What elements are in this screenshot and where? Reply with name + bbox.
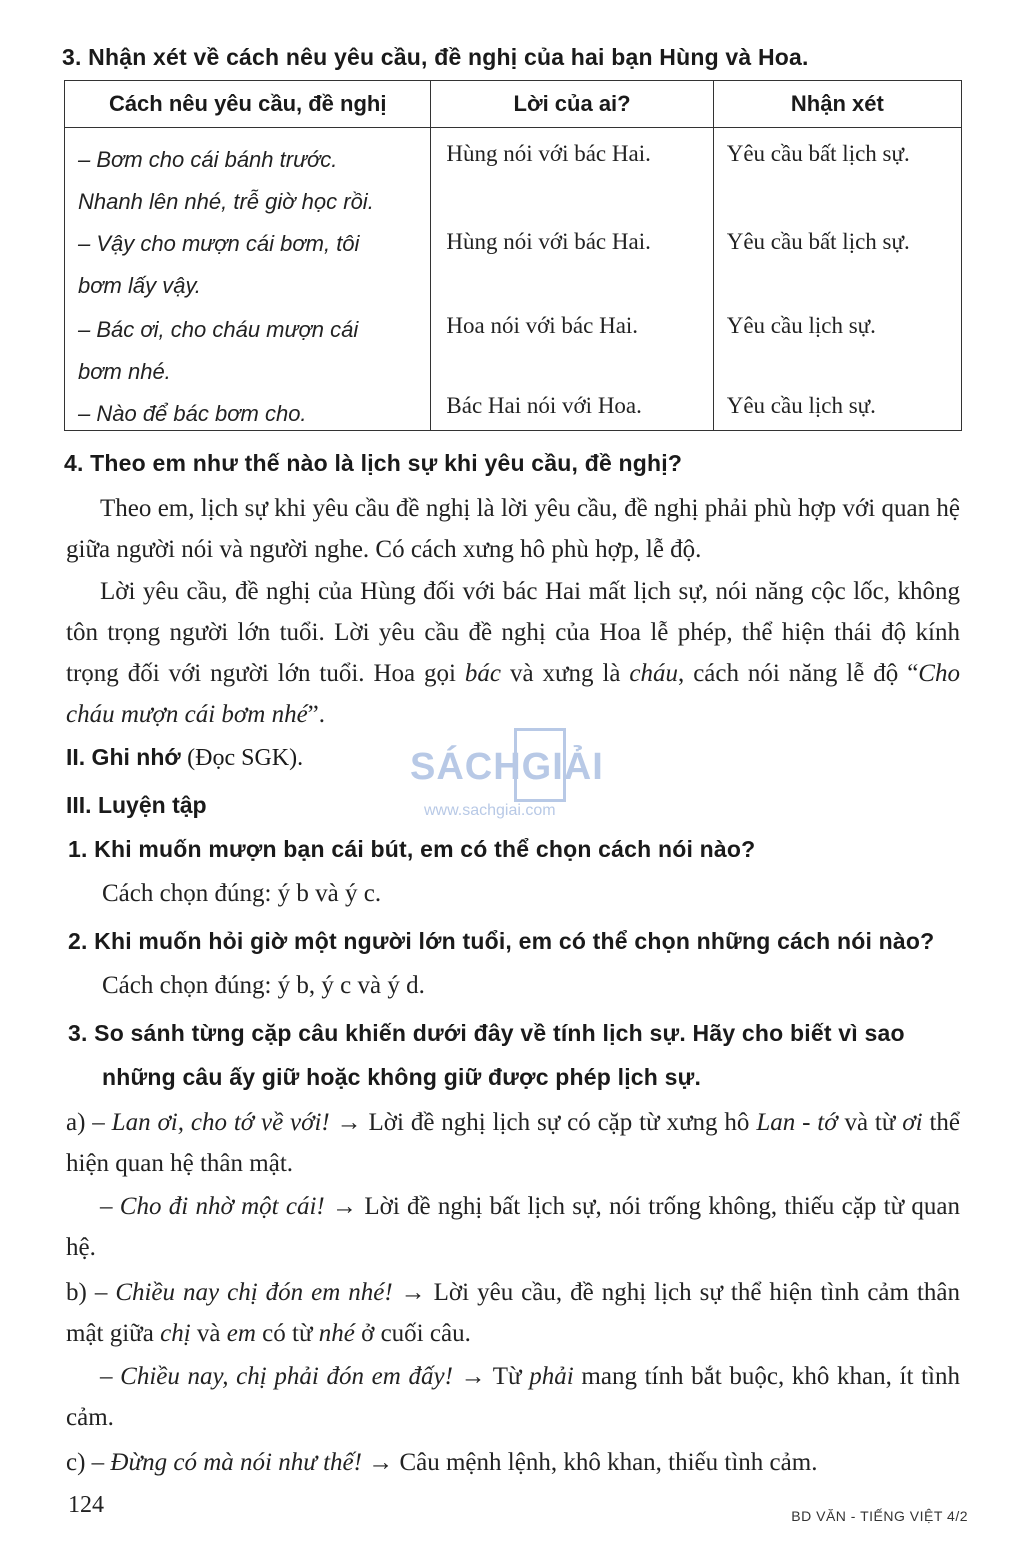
practice-1-answer: Cách chọn đúng: ý b và ý c. (102, 880, 382, 907)
remark-1: Yêu cầu bất lịch sự. (726, 141, 910, 166)
speaker-4: Bác Hai nói với Hoa. (446, 393, 642, 418)
comparison-table (64, 80, 962, 431)
speaker-2: Hùng nói với bác Hai. (446, 229, 651, 254)
table-header-cell: Lời của ai? (431, 81, 713, 128)
question-3-heading: 3. Nhận xét về cách nêu yêu cầu, đề nghị của hai bạn Hùng và Hoa. (62, 44, 809, 70)
remark-4: Yêu cầu lịch sự. (726, 393, 876, 418)
answer-a-1: a) – Lan ơi, cho tớ về với! → Lời đề nghị lịch sự có cặp từ xưng hô Lan - tớ và từ ơi thể hiện quan hệ thân mật. (66, 1109, 961, 1177)
question-4-heading: 4. Theo em như thế nào là lịch sự khi yêu cầu, đề nghị? (64, 450, 683, 476)
table-row (65, 128, 962, 431)
watermark-url: www.sachgiai.com (424, 802, 556, 819)
table-cell-speakers (431, 128, 713, 431)
statement-2: – Vậy cho mượn cái bơm, tôi bơm lấy vậy. (78, 231, 360, 298)
statement-1: – Bơm cho cái bánh trước. Nhanh lên nhé, trễ giờ học rồi. (78, 147, 374, 214)
answer-a-2: – Cho đi nhờ một cái! → Lời đề nghị bất lịch sự, nói trống không, thiếu cặp từ quan hệ. (66, 1193, 961, 1261)
book-title-footer: BD VĂN - TIẾNG VIỆT 4/2 (791, 1508, 968, 1524)
question-4-answer-1: Theo em, lịch sự khi yêu cầu đề nghị là lời yêu cầu, đề nghị phải phù hợp với quan hệ giữa người nói và người nghe. Có cách xưng hô phù hợp, lễ độ. (66, 495, 960, 563)
practice-2-answer: Cách chọn đúng: ý b, ý c và ý d. (102, 972, 425, 999)
answer-c-1: c) – Đừng có mà nói như thế! → Câu mệnh lệnh, khô khan, thiếu tình cảm. (66, 1449, 818, 1476)
speaker-1: Hùng nói với bác Hai. (446, 141, 651, 166)
answer-b-1: b) – Chiều nay chị đón em nhé! → Lời yêu cầu, đề nghị lịch sự thể hiện tình cảm thân mật giữa chị và em có từ nhé ở cuối câu. (66, 1279, 960, 1347)
section-2-heading: II. Ghi nhớ (Đọc SGK). (66, 744, 304, 771)
practice-1-heading: 1. Khi muốn mượn bạn cái bút, em có thể chọn cách nói nào? (68, 836, 756, 862)
page-number: 124 (68, 1492, 104, 1518)
question-4-answer-2: Lời yêu cầu, đề nghị của Hùng đối với bác Hai mất lịch sự, nói năng cộc lốc, không tôn trọng người lớn tuổi. Lời yêu cầu đề nghị của Hoa lễ phép, thể hiện thái độ kính trọng đối với người lớn tuổi. Hoa gọi bác và xưng là cháu, cách nói năng lễ độ “Cho cháu mượn cái bơm nhé”. (66, 578, 960, 728)
statement-4: – Nào để bác bơm cho. (78, 401, 307, 426)
watermark-logo: SÁCHGIẢI (410, 746, 604, 788)
watermark (410, 728, 616, 818)
practice-2-heading: 2. Khi muốn hỏi giờ một người lớn tuổi, em có thể chọn những cách nói nào? (68, 928, 935, 954)
answer-b-2: – Chiều nay, chị phải đón em đấy! → Từ phải mang tính bắt buộc, khô khan, ít tình cảm. (66, 1363, 961, 1431)
statement-3: – Bác ơi, cho cháu mượn cái bơm nhé. (78, 317, 359, 384)
remark-2: Yêu cầu bất lịch sự. (726, 229, 910, 254)
table-cell-statements (65, 128, 431, 431)
section-3-heading: III. Luyện tập (66, 792, 207, 818)
practice-3-heading-line-1: 3. So sánh từng cặp câu khiến dưới đây về tính lịch sự. Hãy cho biết vì sao (68, 1020, 905, 1046)
table-header-cell: Cách nêu yêu cầu, đề nghị (65, 81, 431, 128)
table-header-row (65, 81, 962, 128)
remark-3: Yêu cầu lịch sự. (726, 313, 876, 338)
table-header-cell: Nhận xét (713, 81, 961, 128)
speaker-3: Hoa nói với bác Hai. (446, 313, 639, 338)
practice-3-heading-line-2: những câu ấy giữ hoặc không giữ được phép lịch sự. (102, 1064, 702, 1090)
table-cell-remarks (713, 128, 961, 431)
